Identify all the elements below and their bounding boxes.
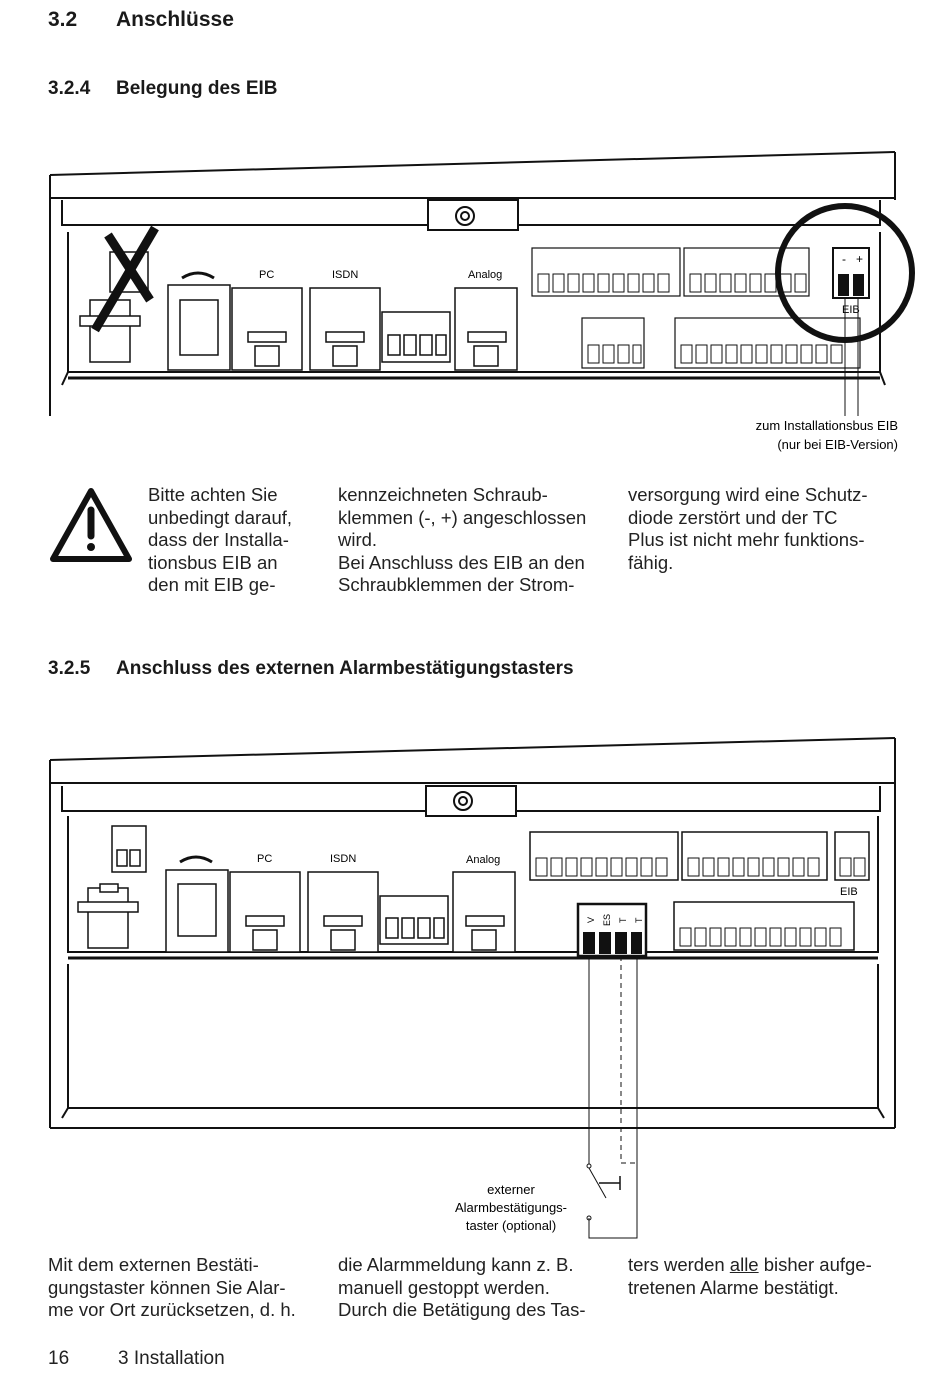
terminal-t2-label: T <box>634 917 644 923</box>
text-segment: bisher aufge- <box>758 1254 872 1275</box>
analog-label: Analog <box>468 269 503 281</box>
text-line: Schraubklemmen der Strom- <box>338 574 575 595</box>
switch-caption-line3: taster (optional) <box>465 1218 557 1233</box>
text-line: kennzeichneten Schraub- <box>338 484 548 505</box>
text-line: manuell gestoppt werden. <box>338 1276 550 1298</box>
eib-connection-diagram <box>0 140 950 460</box>
caption-line2: (nur bei EIB-Version) <box>777 437 898 452</box>
text-line: Durch die Betätigung des Tas- <box>338 1299 586 1320</box>
eib-label: EIB <box>842 304 860 316</box>
underlined-word: alle <box>729 1254 759 1275</box>
text-line: fähig. <box>628 551 674 573</box>
switch-caption-line1: externer <box>487 1182 535 1197</box>
text-line: diode zerstört und der TC <box>628 506 838 528</box>
terminal-es-label: ES <box>602 913 612 926</box>
text-line: Bitte achten Sie <box>148 484 278 505</box>
text-line: tionsbus EIB an <box>148 551 278 573</box>
warning-col-2 <box>338 484 623 597</box>
text-line: den mit EIB ge- <box>148 574 276 595</box>
terminal-v-label: V <box>586 916 596 923</box>
text-line: versorgung wird eine Schutz- <box>628 484 868 505</box>
warning-col-3 <box>628 484 918 574</box>
warning-triangle-icon <box>48 486 134 564</box>
eib-plus-label: + <box>856 252 864 266</box>
analog-label: Analog <box>466 854 501 866</box>
text-line: gungstaster können Sie Alar- <box>48 1276 286 1298</box>
text-line: unbedingt darauf, <box>148 506 293 528</box>
eib-minus-label: - <box>842 252 846 266</box>
subsection-title: Anschluss des externen Alarmbestätigungstasters <box>116 658 574 679</box>
text-line: dass der Installa- <box>148 529 289 550</box>
text-line <box>628 1254 918 1277</box>
caption-line1: zum Installationsbus EIB <box>755 418 898 433</box>
terminal-t1-label: T <box>618 917 628 923</box>
section-number: 3.2 <box>48 8 78 31</box>
text-line: wird. <box>338 529 378 550</box>
text-line: die Alarmmeldung kann z. B. <box>338 1254 574 1275</box>
switch-caption-line2: Alarmbestätigungs- <box>455 1200 567 1215</box>
section-heading <box>48 8 234 32</box>
text-line: tretenen Alarme bestätigt. <box>628 1276 839 1298</box>
chapter-name: 3 Installation <box>118 1348 225 1369</box>
isdn-label: ISDN <box>332 269 359 281</box>
pc-label: PC <box>257 853 273 865</box>
alarm-button-diagram <box>0 728 950 1248</box>
text-line: Mit dem externen Bestäti- <box>48 1254 259 1275</box>
text-line: klemmen (-, +) angeschlossen <box>338 506 587 528</box>
page-number: 16 <box>48 1348 70 1369</box>
body-col-1 <box>48 1254 333 1322</box>
text-line: me vor Ort zurücksetzen, d. h. <box>48 1299 296 1320</box>
subsection-heading-alarm <box>48 658 574 680</box>
text-line: Bei Anschluss des EIB an den <box>338 551 585 573</box>
section-title: Anschlüsse <box>116 8 234 31</box>
body-col-2 <box>338 1254 623 1322</box>
subsection-number: 3.2.5 <box>48 658 91 679</box>
warning-col-1 <box>148 484 328 597</box>
text-segment: ters werden <box>628 1254 730 1275</box>
isdn-label: ISDN <box>330 853 357 865</box>
text-line: Plus ist nicht mehr funktions- <box>628 529 865 550</box>
eib-label: EIB <box>840 886 858 898</box>
subsection-number: 3.2.4 <box>48 78 91 99</box>
subsection-heading-eib <box>48 78 278 100</box>
page-footer <box>48 1348 225 1370</box>
subsection-title: Belegung des EIB <box>116 78 278 99</box>
body-col-3 <box>628 1254 918 1299</box>
pc-label: PC <box>259 269 275 281</box>
